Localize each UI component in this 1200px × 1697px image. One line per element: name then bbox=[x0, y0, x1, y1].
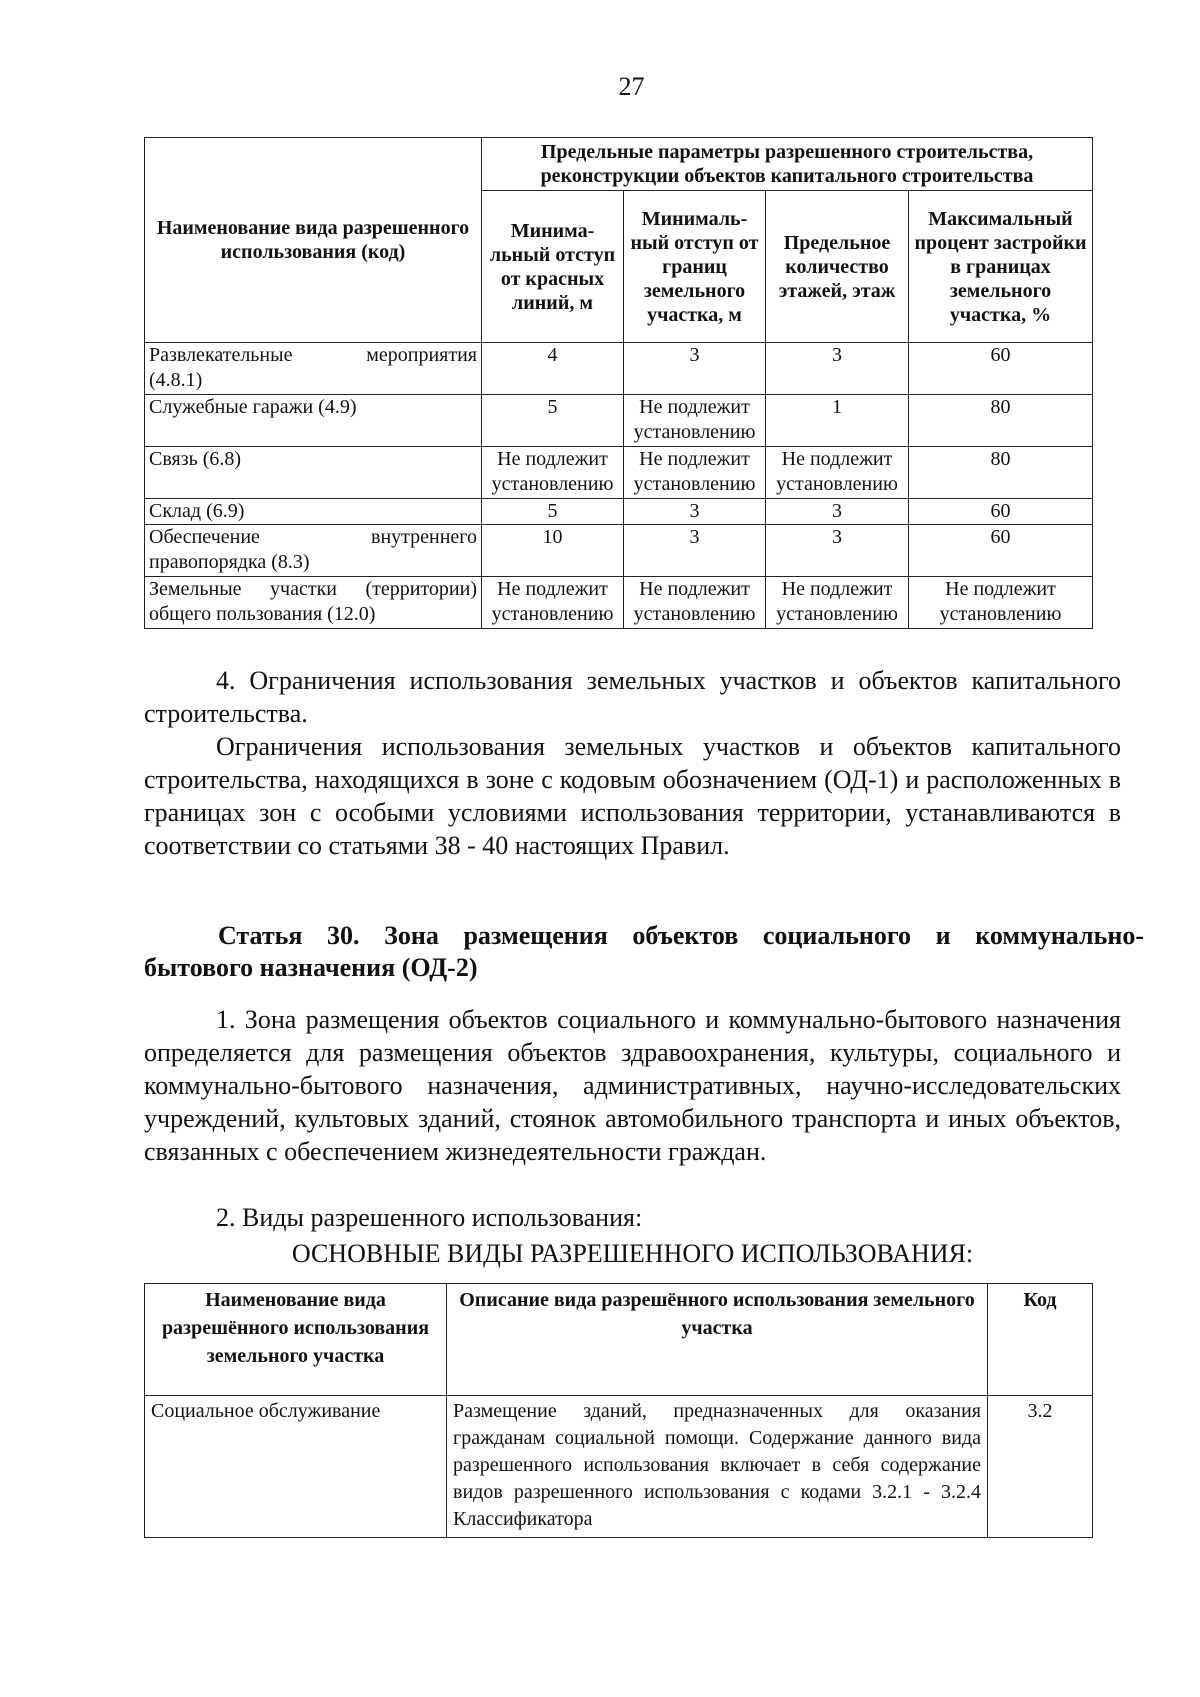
cell-coverage: 80 bbox=[909, 395, 1093, 447]
table-row bbox=[145, 447, 1093, 499]
row-name: Развлекательные мероприятия (4.8.1) bbox=[145, 343, 482, 395]
cell-floors: Не подлежит установлению bbox=[766, 447, 909, 499]
row-name: Связь (6.8) bbox=[145, 447, 482, 499]
cell-coverage: Не подлежит установлению bbox=[909, 577, 1093, 629]
table-row bbox=[145, 343, 1093, 395]
cell-red-lines: Не подлежит установлению bbox=[482, 577, 624, 629]
cell-red-lines: Не подлежит установлению bbox=[482, 447, 624, 499]
uses-header-code: Код bbox=[988, 1284, 1093, 1396]
section4-title: 4. Ограничения использования земельных участков и объектов капитального строительства. bbox=[144, 666, 1121, 728]
cell-coverage: 80 bbox=[909, 447, 1093, 499]
cell-boundary: Не подлежит установлению bbox=[624, 395, 766, 447]
cell-boundary: 3 bbox=[624, 499, 766, 525]
params-table bbox=[144, 137, 1093, 629]
cell-red-lines: 5 bbox=[482, 499, 624, 525]
uses-header-name: Наименование вида разрешённого использования земельного участка bbox=[145, 1284, 447, 1396]
sub-header-red-lines: Минима-льный отступ от красных линий, м bbox=[482, 191, 624, 343]
cell-red-lines: 5 bbox=[482, 395, 624, 447]
table-row bbox=[145, 525, 1093, 577]
uses-cell-description: Размещение зданий, предназначенных для оказания гражданам социальной помощи. Содержание данного вида разрешенного использования включает в себя содержание видов разрешенного использования с кодами 3.2.1 - 3.2.4 Классификатора bbox=[447, 1396, 988, 1538]
cell-red-lines: 10 bbox=[482, 525, 624, 577]
sub-header-floors: Предельное количество этажей, этаж bbox=[766, 191, 909, 343]
uses-header-description: Описание вида разрешённого использования земельного участка bbox=[447, 1284, 988, 1396]
cell-coverage: 60 bbox=[909, 343, 1093, 395]
article-heading: Статья 30. Зона размещения объектов социального и коммунально- бытового назначения (ОД-2) bbox=[144, 921, 1144, 982]
article-paragraph-2: 2. Виды разрешенного использования: bbox=[216, 1203, 643, 1232]
table-row bbox=[145, 395, 1093, 447]
row-name: Обеспечение внутреннего правопорядка (8.3) bbox=[145, 525, 482, 577]
cell-floors: Не подлежит установлению bbox=[766, 577, 909, 629]
uses-table bbox=[144, 1283, 1093, 1538]
uses-cell-name: Социальное обслуживание bbox=[145, 1396, 447, 1538]
uses-cell-code: 3.2 bbox=[988, 1396, 1093, 1538]
row-name: Служебные гаражи (4.9) bbox=[145, 395, 482, 447]
row-name: Земельные участки (территории) общего пользования (12.0) bbox=[145, 577, 482, 629]
cell-floors: 3 bbox=[766, 343, 909, 395]
cell-coverage: 60 bbox=[909, 499, 1093, 525]
cell-coverage: 60 bbox=[909, 525, 1093, 577]
col-name-header: Наименование вида разрешенного использования (код) bbox=[145, 138, 482, 343]
cell-boundary: 3 bbox=[624, 525, 766, 577]
cell-floors: 1 bbox=[766, 395, 909, 447]
table-row bbox=[145, 577, 1093, 629]
sub-header-boundary: Минималь-ный отступ от границ земельного участка, м bbox=[624, 191, 766, 343]
cell-boundary: Не подлежит установлению bbox=[624, 447, 766, 499]
cell-red-lines: 4 bbox=[482, 343, 624, 395]
cell-floors: 3 bbox=[766, 499, 909, 525]
table-row bbox=[145, 499, 1093, 525]
cell-floors: 3 bbox=[766, 525, 909, 577]
table-row bbox=[145, 1396, 1093, 1538]
article-paragraph-1: 1. Зона размещения объектов социального и коммунально-бытового назначения определяется для размещения объектов здравоохранения, культуры, социального и коммунально-бытового назначения, административных, научно-исследовательских учреждений, культовых зданий, стоянок автомобильного транспорта и иных объектов, связанных с обеспечением жизнедеятельности граждан. bbox=[144, 1005, 1121, 1166]
cell-boundary: Не подлежит установлению bbox=[624, 577, 766, 629]
page-number: 27 bbox=[618, 72, 645, 101]
sub-header-coverage: Максимальный процент застройки в границах земельного участка, % bbox=[909, 191, 1093, 343]
section4-body: Ограничения использования земельных участков и объектов капитального строительства, находящихся в зоне с кодовым обозначением (ОД-1) и расположенных в границах зон с особыми условиями использования территории, устанавливаются в соответствии со статьями 38 - 40 настоящих Правил. bbox=[144, 732, 1121, 860]
main-uses-title: ОСНОВНЫЕ ВИДЫ РАЗРЕШЕННОГО ИСПОЛЬЗОВАНИЯ: bbox=[291, 1239, 974, 1268]
row-name: Склад (6.9) bbox=[145, 499, 482, 525]
group-header: Предельные параметры разрешенного строительства, реконструкции объектов капитального строительства bbox=[482, 138, 1093, 191]
cell-boundary: 3 bbox=[624, 343, 766, 395]
